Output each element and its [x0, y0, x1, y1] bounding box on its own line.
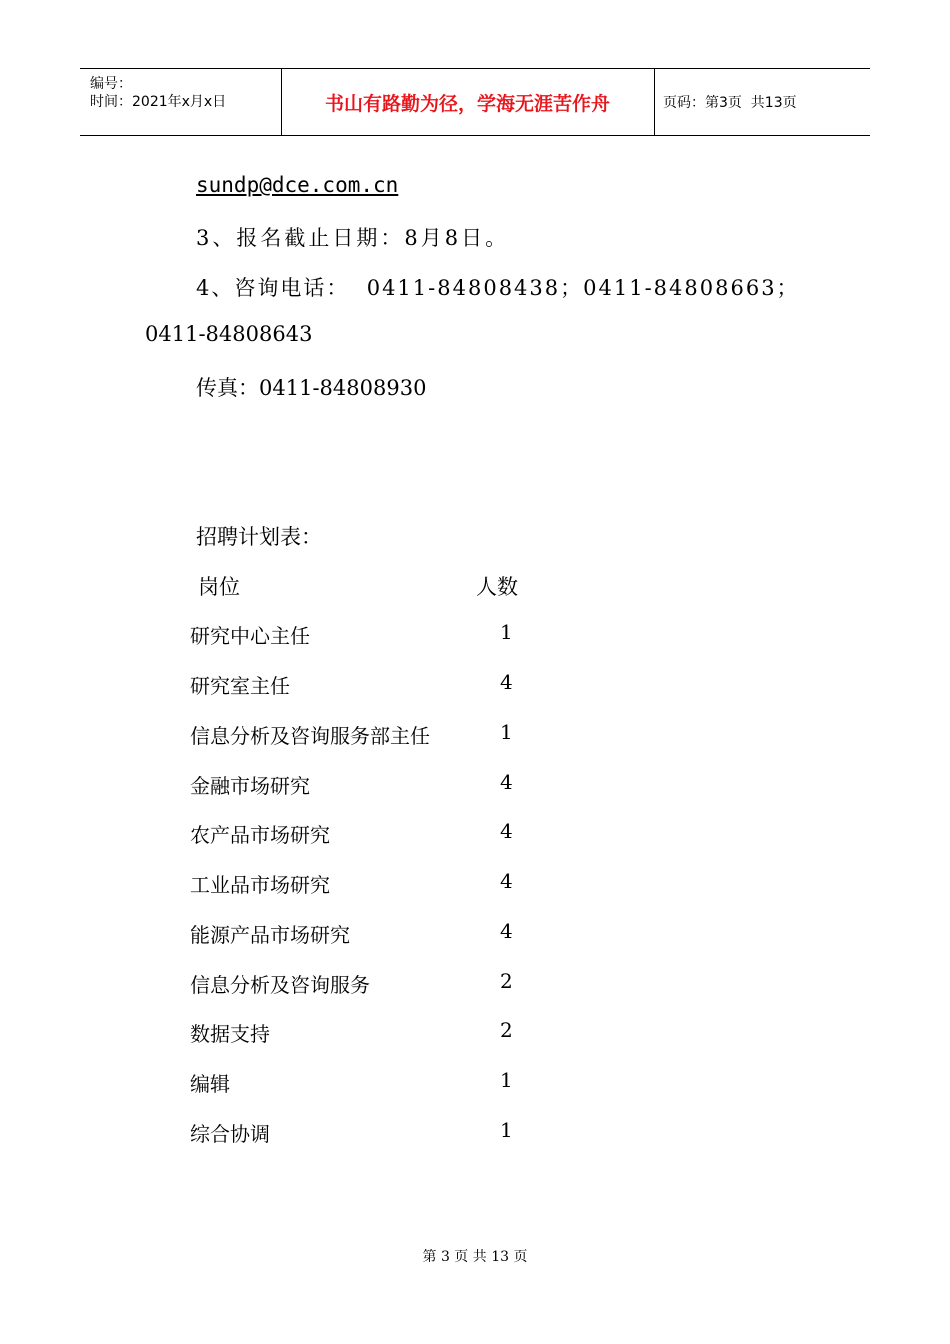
header-meta-cell [80, 69, 282, 135]
position-count: 4 [500, 869, 513, 893]
table-row [190, 819, 530, 849]
page-footer: 第 3 页 共 13 页 [422, 1249, 528, 1265]
page-header [80, 68, 870, 136]
phone-line-1: 4、咨询电话： 0411-84808438；0411-84808663； [196, 276, 800, 300]
position-name: 研究室主任 [190, 674, 290, 698]
position-count: 1 [500, 1068, 513, 1092]
header-motto: 书山有路勤为径，学海无涯苦作舟 [281, 69, 655, 135]
column-header-position: 岗位 [198, 575, 240, 599]
table-row [190, 869, 530, 899]
position-count: 1 [500, 620, 513, 644]
fax-text: 传真：0411-84808930 [196, 376, 427, 400]
position-count: 1 [500, 1118, 513, 1142]
position-count: 2 [500, 969, 513, 993]
plan-title: 招聘计划表： [196, 525, 322, 549]
position-count: 1 [500, 720, 513, 744]
header-page-info: 页码：第3页 共13页 [663, 95, 797, 111]
table-row [190, 620, 530, 650]
column-header-count: 人数 [476, 575, 518, 599]
table-row [190, 670, 530, 700]
position-count: 4 [500, 770, 513, 794]
position-name: 农产品市场研究 [190, 823, 330, 847]
time-label: 时间：2021年x月x日 [90, 94, 227, 110]
table-row [190, 1068, 530, 1098]
position-count: 2 [500, 1018, 513, 1042]
number-label: 编号： [90, 76, 132, 92]
table-row [190, 919, 530, 949]
deadline-text: 3、报名截止日期：8月8日。 [196, 226, 510, 250]
contact-email[interactable]: sundp@dce.com.cn [196, 173, 399, 197]
table-row [190, 770, 530, 800]
position-count: 4 [500, 819, 513, 843]
position-name: 能源产品市场研究 [190, 923, 350, 947]
position-name: 编辑 [190, 1072, 230, 1096]
table-row [190, 1018, 530, 1048]
position-count: 4 [500, 670, 513, 694]
position-name: 信息分析及咨询服务部主任 [190, 724, 430, 748]
position-name: 工业品市场研究 [190, 873, 330, 897]
position-name: 金融市场研究 [190, 774, 310, 798]
phone-line-2: 0411-84808643 [145, 322, 313, 346]
table-row [190, 969, 530, 999]
table-row [190, 1118, 530, 1148]
position-count: 4 [500, 919, 513, 943]
position-name: 信息分析及咨询服务 [190, 973, 370, 997]
position-name: 研究中心主任 [190, 624, 310, 648]
position-name: 综合协调 [190, 1122, 270, 1146]
position-name: 数据支持 [190, 1022, 270, 1046]
table-row [190, 720, 530, 750]
